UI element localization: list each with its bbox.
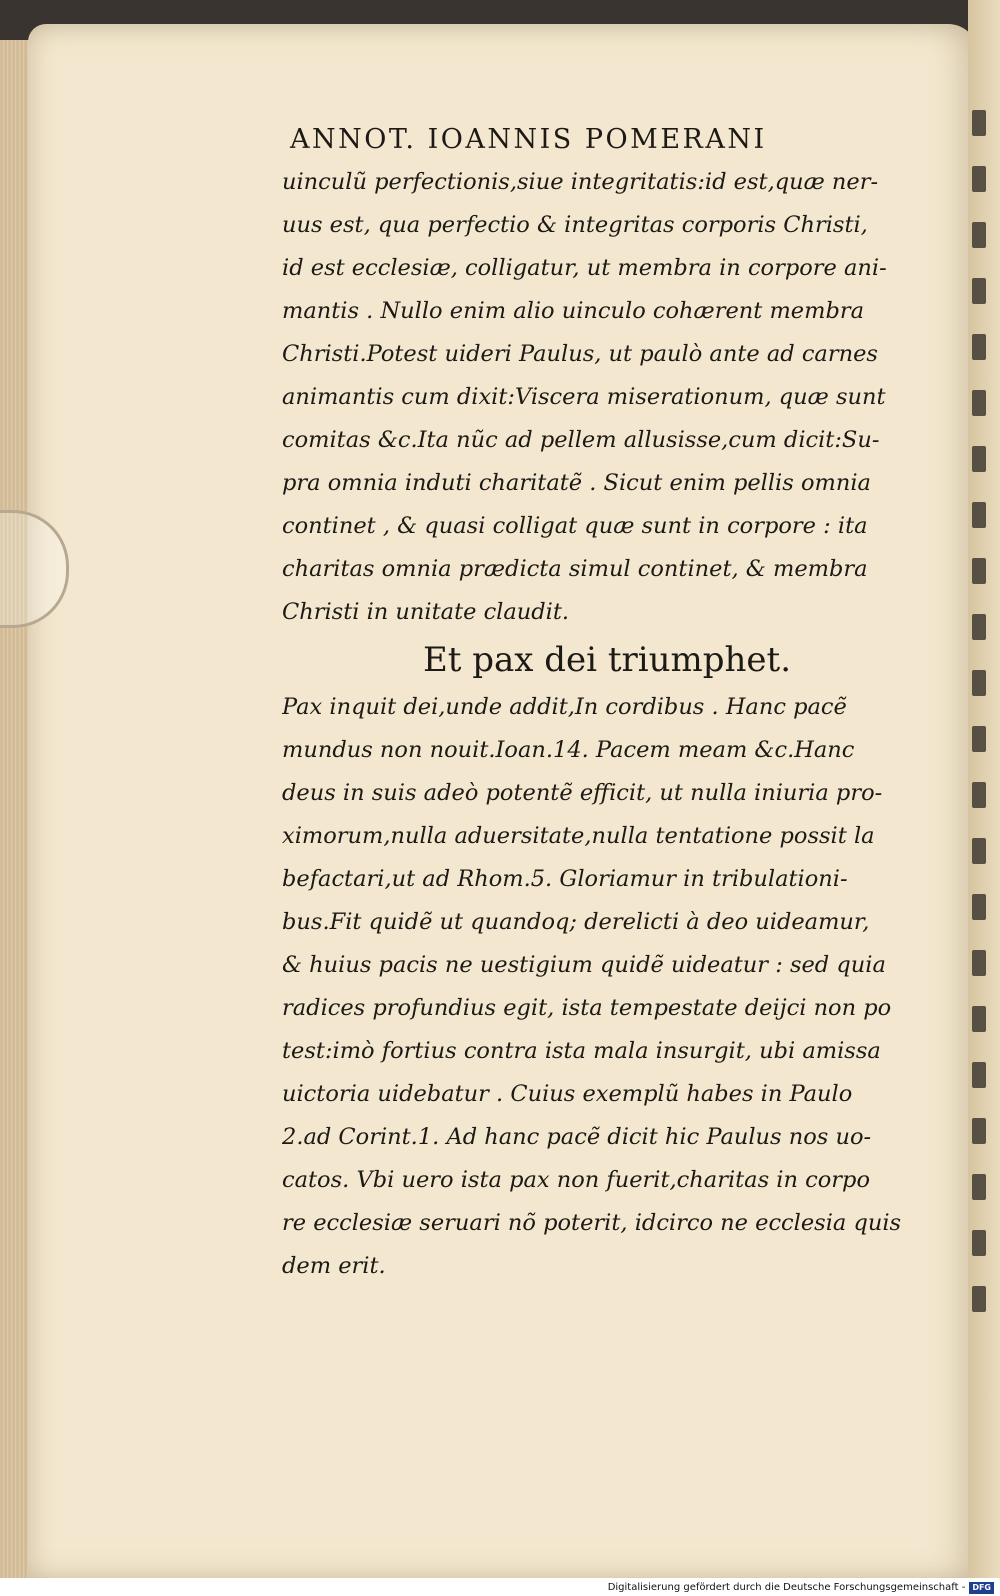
ink-mark (972, 166, 986, 192)
ink-mark (972, 894, 986, 920)
ink-mark (972, 558, 986, 584)
ink-mark (972, 726, 986, 752)
ink-mark (972, 1174, 986, 1200)
page-text (282, 124, 922, 1288)
ink-mark (972, 278, 986, 304)
ink-mark (972, 782, 986, 808)
section-heading: Et pax dei triumphet. (422, 640, 792, 680)
ink-mark (972, 1062, 986, 1088)
ink-mark (972, 838, 986, 864)
footer-text: Digitalisierung gefördert durch die Deutsche Forschungsgemeinschaft - (607, 1582, 966, 1593)
text-line: charitas omnia prædicta simul continet, & membra (282, 556, 868, 582)
text-line: dem erit. (282, 1253, 386, 1279)
ink-mark (972, 446, 986, 472)
text-line: uus est, qua perfectio & integritas corporis Christi, (282, 212, 868, 238)
adjacent-page-marks (972, 110, 998, 1342)
ink-mark (972, 614, 986, 640)
ink-mark (972, 334, 986, 360)
text-line: continet , & quasi colligat quæ sunt in corpore : ita (282, 513, 868, 539)
text-line: ximorum,nulla aduersitate,nulla tentatione possit la (282, 823, 875, 849)
text-line: Pax inquit dei,unde addit,In cordibus . Hanc pacẽ (282, 694, 847, 720)
ink-mark (972, 502, 986, 528)
ink-mark (972, 390, 986, 416)
text-line: Christi in unitate claudit. (282, 599, 570, 625)
text-line: comitas &c.Ita nũc ad pellem allusisse,cum dicit:Su- (282, 427, 880, 453)
ink-mark (972, 222, 986, 248)
ink-mark (972, 110, 986, 136)
ink-mark (972, 1286, 986, 1312)
text-line: 2.ad Corint.1. Ad hanc pacẽ dicit hic Paulus nos uo- (282, 1124, 872, 1150)
body-paragraph-top (282, 161, 922, 634)
text-line: uictoria uidebatur . Cuius exemplũ habes in Paulo (282, 1081, 853, 1107)
text-line: mantis . Nullo enim alio uinculo cohærent membra (282, 298, 865, 324)
text-line: uinculũ perfectionis,siue integritatis:id est,quæ ner- (282, 169, 879, 195)
dfg-logo: DFG (969, 1582, 994, 1594)
ink-mark (972, 950, 986, 976)
text-line: Christi.Potest uideri Paulus, ut paulò ante ad carnes (282, 341, 878, 367)
digitization-footer (608, 1580, 994, 1596)
text-line: id est ecclesiæ, colligatur, ut membra in corpore ani- (282, 255, 887, 281)
ink-mark (972, 1230, 986, 1256)
text-line: radices profundius egit, ista tempestate deijci non po (282, 995, 892, 1021)
text-line: re ecclesiæ seruari nõ poterit, idcirco ne ecclesia quis (282, 1210, 902, 1236)
text-line: catos. Vbi uero ista pax non fuerit,charitas in corpo (282, 1167, 870, 1193)
text-line: pra omnia induti charitatẽ . Sicut enim pellis omnia (282, 470, 871, 496)
text-line: & huius pacis ne uestigium quidẽ uideatur : sed quia (282, 952, 886, 978)
body-paragraph-bottom (282, 686, 922, 1288)
ink-mark (972, 670, 986, 696)
text-line: deus in suis adeò potentẽ efficit, ut nulla iniuria pro- (282, 780, 883, 806)
text-line: bus.Fit quidẽ ut quandoq; derelicti à deo uideamur, (282, 909, 870, 935)
text-line: test:imò fortius contra ista mala insurgit, ubi amissa (282, 1038, 881, 1064)
text-line: mundus non nouit.Ioan.14. Pacem meam &c.Hanc (282, 737, 855, 763)
ink-mark (972, 1118, 986, 1144)
text-line: befactari,ut ad Rhom.5. Gloriamur in tribulationi- (282, 866, 848, 892)
ink-mark (972, 1006, 986, 1032)
text-line: animantis cum dixit:Viscera miserationum, quæ sunt (282, 384, 886, 410)
running-head: ANNOT. IOANNIS POMERANI (290, 124, 767, 155)
